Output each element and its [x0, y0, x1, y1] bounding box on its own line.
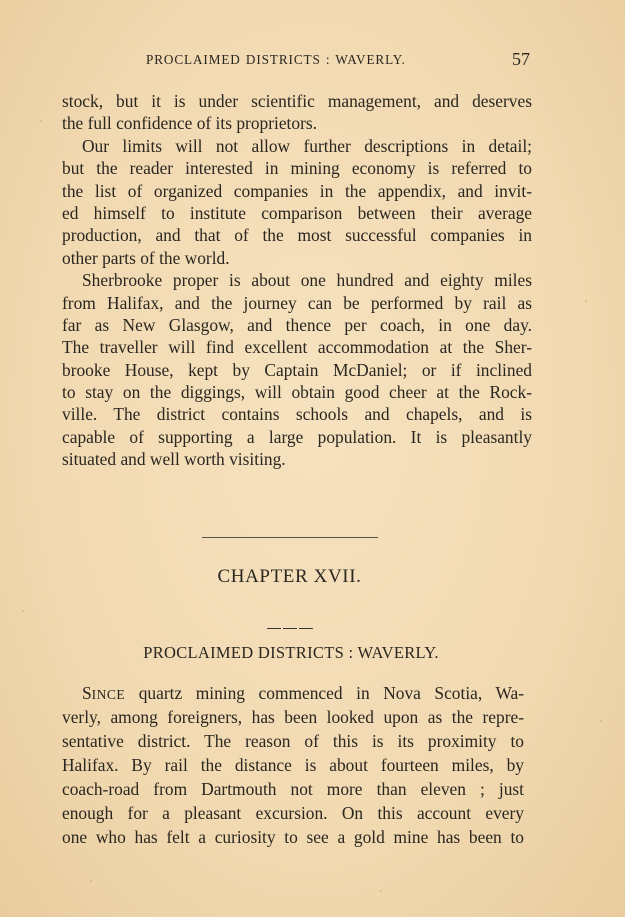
text-line: capable of supporting a large population. It is pleasantly	[62, 426, 532, 447]
first-line-text: quartz mining commenced in Nova Scotia, Wa-	[125, 683, 524, 703]
page-number: 57	[512, 49, 530, 69]
paper-speck	[22, 610, 24, 612]
body-text-section-two	[62, 681, 524, 849]
text-line: Our limits will not allow further descriptions in detail;	[82, 135, 532, 156]
paragraph	[62, 269, 532, 471]
paper-speck	[40, 120, 42, 122]
text-line	[62, 681, 524, 705]
lead-capital: S	[82, 683, 92, 703]
text-line: coach-road from Dartmouth not more than eleven ; just	[62, 779, 524, 799]
text-line: production, and that of the most successful companies in	[62, 225, 532, 246]
dash	[267, 628, 281, 629]
chapter-title: CHAPTER XVII.	[217, 566, 362, 587]
text-line: The traveller will find excellent accommodation at the Sher-	[62, 337, 532, 358]
text-line: Halifax. By rail the distance is about fourteen miles, by	[62, 755, 524, 775]
running-head	[62, 50, 532, 70]
text-line: to stay on the diggings, will obtain good cheer at the Rock-	[62, 382, 532, 403]
chapter-subtitle: PROCLAIMED DISTRICTS : WAVERLY.	[143, 643, 439, 662]
page	[62, 0, 532, 917]
running-title: PROCLAIMED DISTRICTS : WAVERLY.	[146, 52, 406, 67]
lead-smallcaps: INCE	[91, 687, 126, 702]
text-line: far as New Glasgow, and thence per coach, in one day.	[62, 314, 532, 335]
chapter-dash-ornament	[62, 616, 517, 618]
text-line: brooke House, kept by Captain McDaniel; or if inclined	[62, 359, 532, 380]
body-text-section-one	[62, 90, 532, 471]
dash	[299, 628, 313, 629]
text-line: one who has felt a curiosity to see a gold mine has been to	[62, 827, 524, 847]
paragraph	[62, 681, 524, 849]
text-line: enough for a pleasant excursion. On this account every	[62, 803, 524, 823]
section-divider-rule	[202, 537, 378, 538]
text-line: the full confidence of its proprietors.	[62, 113, 317, 134]
text-line: but the reader interested in mining economy is referred to	[62, 158, 532, 179]
text-line: other parts of the world.	[62, 247, 230, 268]
text-line: situated and well worth visiting.	[62, 449, 286, 470]
paper-speck	[600, 720, 602, 722]
text-line: ed himself to institute comparison between their average	[62, 202, 532, 223]
text-line: sentative district. The reason of this is its proximity to	[62, 731, 524, 751]
text-line: stock, but it is under scientific management, and deserves	[62, 91, 532, 111]
text-line: from Halifax, and the journey can be performed by rail as	[62, 292, 532, 313]
text-line: Sherbrooke proper is about one hundred and eighty miles	[82, 270, 532, 291]
paper-speck	[585, 300, 587, 302]
text-line: verly, among foreigners, has been looked upon as the repre-	[62, 707, 524, 727]
text-line: ville. The district contains schools and chapels, and is	[62, 404, 532, 425]
dash	[283, 628, 297, 629]
text-line: the list of organized companies in the appendix, and invit-	[62, 180, 532, 201]
paragraph	[62, 135, 532, 269]
paragraph	[62, 90, 532, 135]
